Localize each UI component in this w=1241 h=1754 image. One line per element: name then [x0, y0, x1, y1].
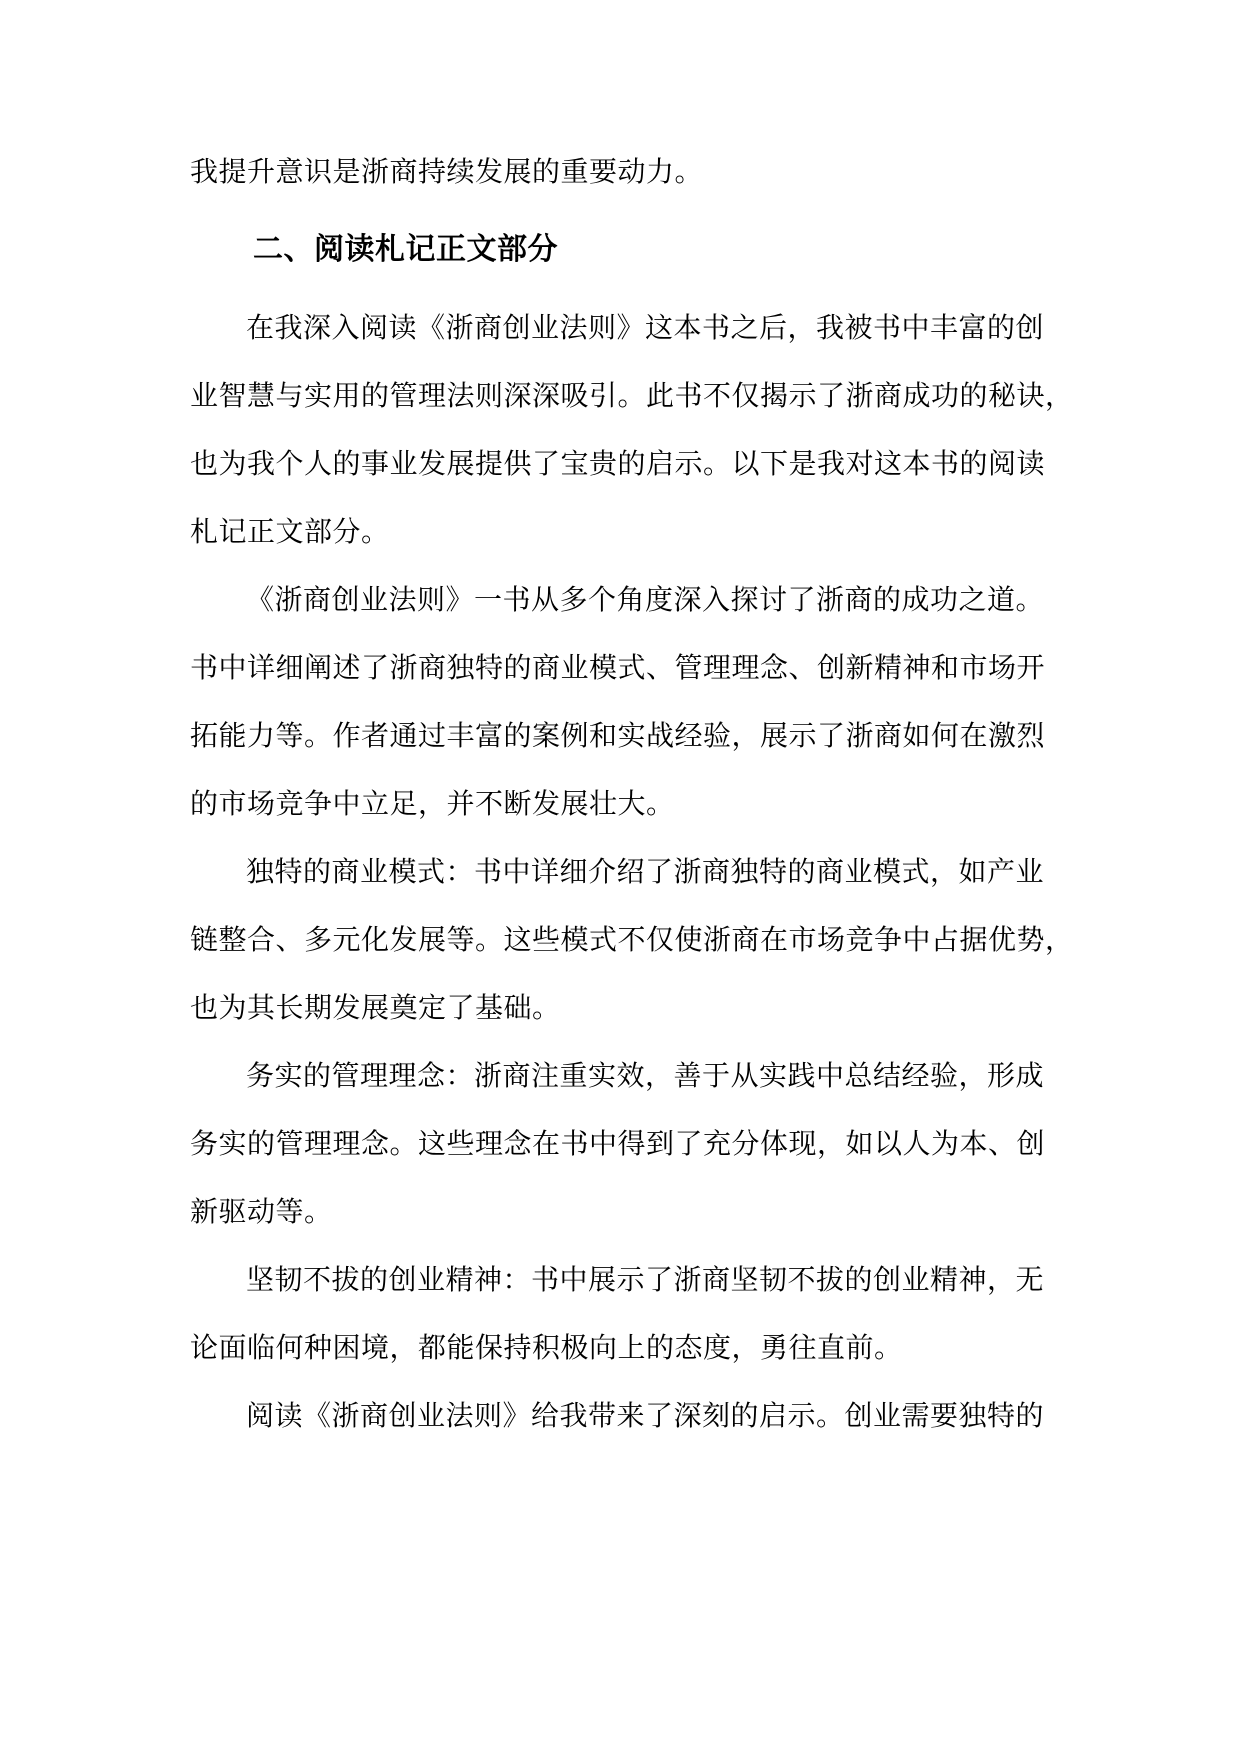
- text-line: 论面临何种困境，都能保持积极向上的态度，勇往直前。: [190, 1331, 903, 1364]
- text-line: 《浙商创业法则》一书从多个角度深入探讨了浙商的成功之道。: [246, 583, 1045, 616]
- text-line-continuation: 我提升意识是浙商持续发展的重要动力。: [190, 155, 704, 188]
- text-line: 阅读《浙商创业法则》给我带来了深刻的启示。创业需要独特的: [246, 1399, 1045, 1432]
- text-line: 也为我个人的事业发展提供了宝贵的启示。以下是我对这本书的阅读: [190, 447, 1046, 480]
- text-line: 链整合、多元化发展等。这些模式不仅使浙商在市场竞争中占据优势，: [190, 923, 1074, 956]
- text-line: 书中详细阐述了浙商独特的商业模式、管理理念、创新精神和市场开: [190, 651, 1046, 684]
- text-line: 务实的管理理念。这些理念在书中得到了充分体现，如以人为本、创: [190, 1127, 1046, 1160]
- text-line: 也为其长期发展奠定了基础。: [190, 991, 561, 1024]
- text-line: 札记正文部分。: [190, 515, 390, 548]
- text-line: 业智慧与实用的管理法则深深吸引。此书不仅揭示了浙商成功的秘诀，: [190, 379, 1074, 412]
- section-heading: 二、阅读札记正文部分: [253, 232, 558, 267]
- text-line: 独特的商业模式：书中详细介绍了浙商独特的商业模式，如产业: [246, 855, 1045, 888]
- text-line: 务实的管理理念：浙商注重实效，善于从实践中总结经验，形成: [246, 1059, 1045, 1092]
- text-line: 在我深入阅读《浙商创业法则》这本书之后，我被书中丰富的创: [246, 311, 1045, 344]
- text-line: 的市场竞争中立足，并不断发展壮大。: [190, 787, 675, 820]
- text-line: 拓能力等。作者通过丰富的案例和实战经验，展示了浙商如何在激烈: [190, 719, 1046, 752]
- text-line: 新驱动等。: [190, 1195, 333, 1228]
- text-line: 坚韧不拔的创业精神：书中展示了浙商坚韧不拔的创业精神，无: [246, 1263, 1045, 1296]
